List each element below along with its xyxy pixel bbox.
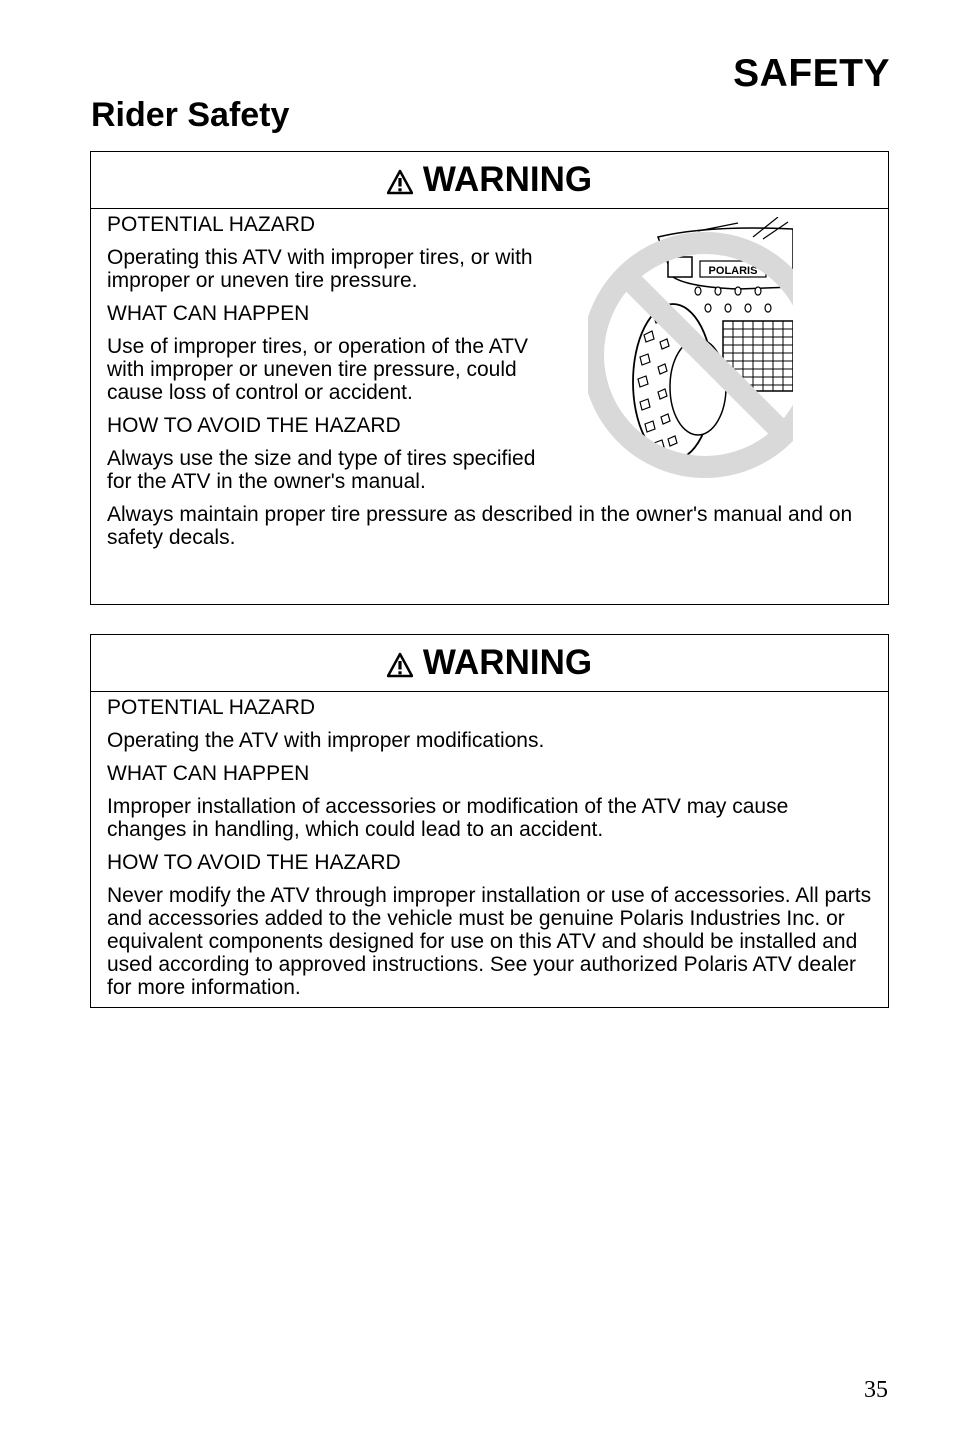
warning-body: [91, 692, 888, 999]
what-can-happen-text: Improper installation of accessories or modification of the ATV may cause changes in handling, which could lead to an accident.: [107, 795, 789, 841]
warning-body: [91, 209, 888, 549]
warning-header: [91, 635, 888, 692]
what-can-happen-label: WHAT CAN HAPPEN: [107, 302, 310, 325]
potential-hazard-label: POTENTIAL HAZARD: [107, 696, 316, 719]
section-title: SAFETY: [733, 52, 890, 95]
warning-title: WARNING: [422, 160, 593, 199]
how-to-avoid-label: HOW TO AVOID THE HAZARD: [107, 414, 401, 437]
warning-box-modifications: [90, 634, 889, 1008]
what-can-happen-text: Use of improper tires, or operation of the ATV with improper or uneven tire pressure, could cause loss of control or accident.: [107, 335, 528, 404]
illustration-logo: POLARIS: [708, 265, 758, 277]
subsection-title: Rider Safety: [91, 96, 290, 134]
how-to-avoid-text-2: Always maintain proper tire pressure as described in the owner's manual and on safety decals.: [107, 503, 853, 549]
how-to-avoid-text: Never modify the ATV through improper installation or use of accessories. All parts and accessories added to the vehicle must be genuine Polaris Industries Inc. or equivalent components designed for use on this ATV and should be installed and used according to approved instructions. See your authorized Polaris ATV dealer for more information.: [107, 884, 872, 999]
what-can-happen-label: WHAT CAN HAPPEN: [107, 762, 310, 785]
atv-tire-prohibited-illustration: [588, 217, 793, 479]
warning-triangle-icon: [387, 652, 413, 678]
warning-triangle-icon: [387, 169, 413, 195]
page-number: 35: [864, 1377, 888, 1403]
potential-hazard-label: POTENTIAL HAZARD: [107, 213, 316, 236]
warning-box-tires: [90, 151, 889, 605]
how-to-avoid-label: HOW TO AVOID THE HAZARD: [107, 851, 401, 874]
potential-hazard-text: Operating this ATV with improper tires, or with improper or uneven tire pressure.: [107, 246, 533, 292]
warning-title: WARNING: [422, 643, 593, 682]
how-to-avoid-text: Always use the size and type of tires specified for the ATV in the owner's manual.: [107, 447, 536, 493]
potential-hazard-text: Operating the ATV with improper modifications.: [107, 729, 545, 752]
warning-header: [91, 152, 888, 209]
